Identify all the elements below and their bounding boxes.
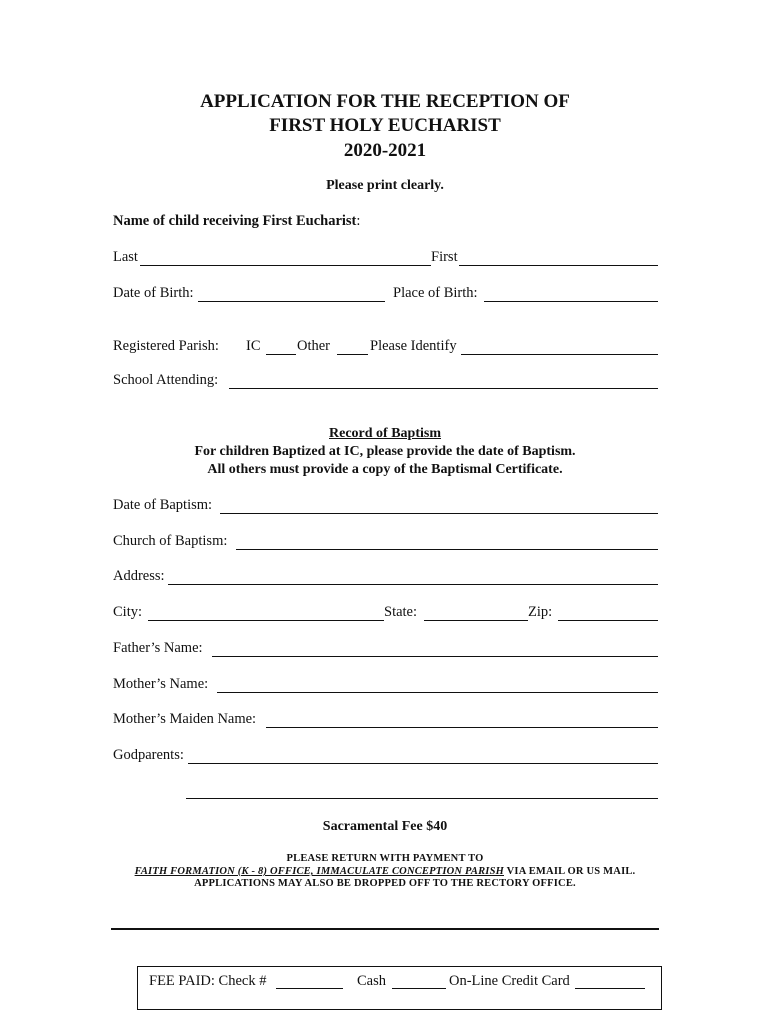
godparents-field-2[interactable] xyxy=(186,798,658,799)
mother-name-label: Mother’s Name: xyxy=(113,676,209,692)
pob-field[interactable] xyxy=(484,301,658,302)
dob-label: Date of Birth: xyxy=(113,285,194,301)
last-name-field[interactable] xyxy=(140,265,431,266)
return-instruction-3: APPLICATIONS MAY ALSO BE DROPPED OFF TO THE RECTORY OFFICE. xyxy=(194,878,576,889)
baptism-note-2: All others must provide a copy of the Baptismal Certificate. xyxy=(207,462,563,477)
parish-identify-field[interactable] xyxy=(461,354,658,355)
school-year: 2020-2021 xyxy=(343,140,427,161)
cash-field[interactable] xyxy=(392,988,446,989)
mother-maiden-label: Mother’s Maiden Name: xyxy=(113,711,257,727)
mother-maiden-field[interactable] xyxy=(266,727,658,728)
pob-label: Place of Birth: xyxy=(393,285,478,301)
parish-label: Registered Parish: xyxy=(113,338,219,354)
baptism-church-label: Church of Baptism: xyxy=(113,533,228,549)
parish-identify-label: Please Identify xyxy=(370,338,457,354)
child-name-heading: Name of child receiving First Eucharist: xyxy=(113,213,361,229)
title-line-1: APPLICATION FOR THE RECEPTION OF xyxy=(200,91,570,112)
parish-ic-label: IC xyxy=(246,338,261,354)
state-label: State: xyxy=(384,604,418,620)
city-label: City: xyxy=(113,604,143,620)
dob-field[interactable] xyxy=(198,301,385,302)
online-credit-field[interactable] xyxy=(575,988,645,989)
baptism-church-field[interactable] xyxy=(236,549,658,550)
first-name-field[interactable] xyxy=(459,265,658,266)
parish-other-label: Other xyxy=(297,338,331,354)
return-instruction-1: PLEASE RETURN WITH PAYMENT TO xyxy=(286,853,484,864)
godparents-field-1[interactable] xyxy=(188,763,658,764)
check-number-field[interactable] xyxy=(276,988,343,989)
return-instruction-2: FAITH FORMATION (K - 8) OFFICE, IMMACULATE CONCEPTION PARISH VIA EMAIL OR US MAIL. xyxy=(134,866,636,877)
baptism-heading: Record of Baptism xyxy=(329,426,441,441)
online-credit-label: On-Line Credit Card xyxy=(449,973,570,989)
godparents-label: Godparents: xyxy=(113,747,184,763)
office-divider xyxy=(111,928,659,930)
sacramental-fee: Sacramental Fee $40 xyxy=(322,819,448,834)
school-field[interactable] xyxy=(229,388,658,389)
last-name-label: Last xyxy=(113,249,138,265)
address-label: Address: xyxy=(113,568,165,584)
cash-label: Cash xyxy=(357,973,386,989)
baptism-date-label: Date of Baptism: xyxy=(113,497,213,513)
baptism-note-1: For children Baptized at IC, please provide the date of Baptism. xyxy=(194,444,576,459)
baptism-date-field[interactable] xyxy=(220,513,658,514)
father-name-field[interactable] xyxy=(212,656,658,657)
zip-label: Zip: xyxy=(528,604,553,620)
parish-other-field[interactable] xyxy=(337,354,368,355)
father-name-label: Father’s Name: xyxy=(113,640,203,656)
zip-field[interactable] xyxy=(558,620,658,621)
parish-ic-field[interactable] xyxy=(266,354,296,355)
mother-name-field[interactable] xyxy=(217,692,658,693)
fee-paid-box xyxy=(137,966,662,1010)
school-label: School Attending: xyxy=(113,372,219,388)
title-line-2: FIRST HOLY EUCHARIST xyxy=(269,115,501,136)
address-field[interactable] xyxy=(168,584,658,585)
city-field[interactable] xyxy=(148,620,384,621)
print-instruction: Please print clearly. xyxy=(326,178,444,193)
fee-paid-check-label: FEE PAID: Check # xyxy=(149,973,267,989)
first-name-label: First xyxy=(431,249,458,265)
state-field[interactable] xyxy=(424,620,528,621)
